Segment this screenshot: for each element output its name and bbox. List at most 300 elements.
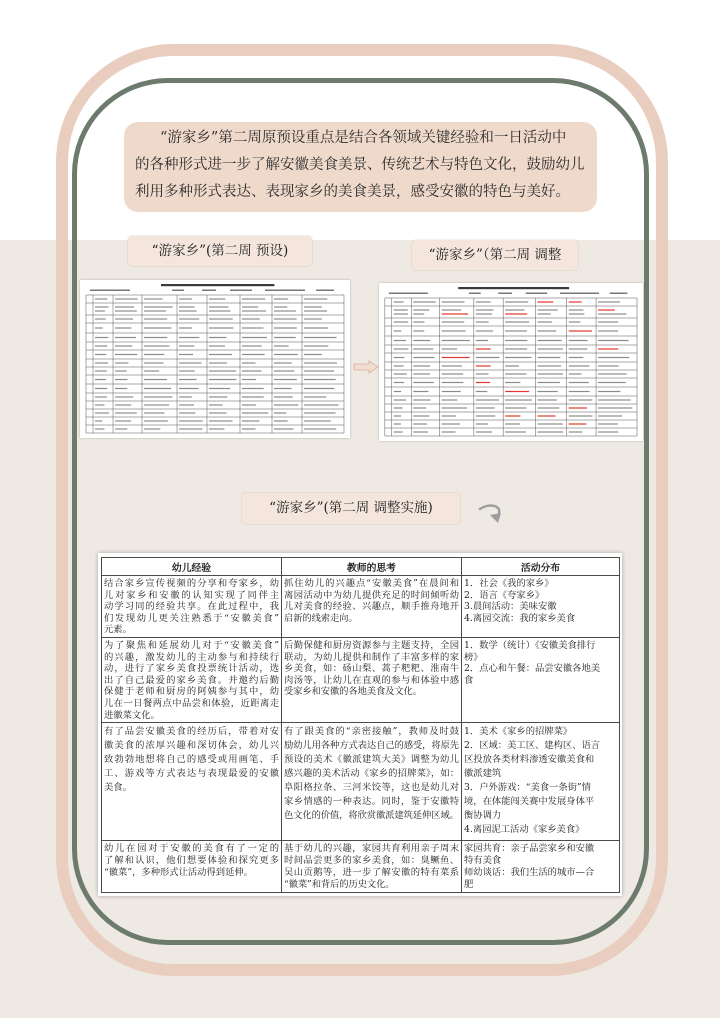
thumb-text-line — [476, 365, 491, 366]
thumb-text-line — [242, 337, 267, 338]
thumb-text-line — [242, 362, 256, 363]
thumb-text-line — [505, 399, 532, 400]
thumb-text-line — [442, 340, 470, 341]
thumb-text-line — [505, 382, 520, 383]
text-line: 美食。 — [104, 782, 132, 793]
thumb-text-line — [598, 348, 618, 349]
thumb-text-line — [413, 340, 430, 341]
thumb-text-line — [394, 348, 409, 349]
thumb-text-line — [505, 301, 528, 302]
thumb-text-line — [569, 423, 587, 424]
thumb-text-line — [304, 396, 326, 397]
thumb-text-line — [179, 345, 194, 346]
thumb-text-line — [442, 399, 458, 400]
text-line: 了解和认识，他们想要体验和探究更多 — [104, 855, 279, 866]
thumb-text-line — [242, 412, 268, 413]
adjusted-plan-image — [379, 283, 643, 441]
thumb-text-line — [598, 309, 615, 310]
thumb-text-line — [144, 379, 167, 380]
thumb-text-line — [242, 379, 256, 380]
thumb-text-line — [95, 310, 105, 311]
thumb-info-line — [316, 290, 334, 292]
thumb-text-line — [413, 431, 428, 432]
thumb-text-line — [476, 415, 495, 416]
thumb-text-line — [537, 391, 557, 392]
text-line: “徽菜”，多种形式让活动得到延伸。 — [104, 867, 253, 878]
thumb-text-line — [537, 309, 557, 310]
thumb-text-line — [394, 330, 402, 331]
thumb-text-line — [274, 318, 297, 319]
thumb-text-line — [505, 340, 527, 341]
thumb-text-line — [413, 348, 433, 349]
text-line: 动学习同的经验共享。在此过程中，我 — [104, 601, 279, 612]
thumb-text-line — [209, 345, 225, 346]
thumb-text-line — [569, 382, 589, 383]
thumb-text-line — [569, 407, 587, 408]
thumb-text-line — [537, 431, 563, 432]
thumb-text-line — [394, 321, 408, 322]
thumb-text-line — [95, 337, 108, 338]
thumb-text-line — [95, 388, 107, 389]
thumb-text-line — [144, 310, 166, 311]
thumb-text-line — [442, 431, 456, 432]
thumb-text-line — [242, 298, 265, 299]
thumb-text-line — [179, 428, 202, 429]
thumb-info-line — [230, 290, 252, 292]
thumb-text-line — [476, 301, 491, 302]
thumb-text-line — [569, 415, 593, 416]
thumb-text-line — [209, 412, 226, 413]
thumb-text-line — [537, 399, 556, 400]
thumb-text-line — [209, 298, 225, 299]
text-line: 受家乡和安徽的各地美食及文化。 — [284, 686, 422, 698]
thumb-text-line — [537, 407, 559, 408]
thumb-info-line — [498, 293, 512, 295]
thumb-text-line — [476, 382, 490, 383]
thumb-title-line — [161, 284, 274, 286]
text-line: 后勤保健和厨房资源参与主题支持，全园 — [284, 640, 459, 651]
thumb-text-line — [442, 391, 461, 392]
thumb-text-line — [537, 348, 562, 349]
text-line: 启新的线索走向。 — [284, 612, 358, 624]
thumb-text-line — [476, 330, 493, 331]
thumb-text-line — [115, 362, 128, 363]
thumb-text-line — [115, 428, 127, 429]
thumb-text-line — [413, 373, 430, 374]
thumb-text-line — [505, 423, 520, 424]
thumb-text-line — [95, 298, 107, 299]
thumb-text-line — [179, 298, 192, 299]
thumb-info-line — [172, 290, 184, 292]
thumb-text-line — [274, 362, 292, 363]
thumb-text-line — [598, 301, 620, 302]
cell-text — [464, 578, 617, 637]
thumb-text-line — [476, 431, 492, 432]
thumb-text-line — [115, 354, 137, 355]
child-experience-cell — [102, 576, 282, 638]
text-line: 离园活动中为幼儿提供充足的时间倾听幼 — [284, 589, 459, 601]
text-line: 儿在一日餐两点中品尝和体验，近距离走 — [104, 697, 279, 709]
thumb-text-line — [442, 373, 464, 374]
thumb-text-line — [115, 337, 136, 338]
thumb-text-line — [95, 318, 106, 319]
thumb-text-line — [115, 345, 132, 346]
thumb-text-line — [209, 388, 230, 389]
text-line: 联动，为幼儿提供和制作了丰富多样的家 — [284, 651, 459, 663]
thumb-text-line — [394, 301, 404, 302]
thumb-text-line — [274, 337, 296, 338]
text-line: 特有美食 — [464, 855, 502, 866]
thumb-text-line — [274, 298, 288, 299]
thumb-text-line — [304, 345, 328, 346]
thumb-text-line — [413, 391, 428, 392]
text-line: 师幼谈话：我们生活的城市—合 — [464, 867, 595, 878]
text-line: 榜》 — [464, 651, 483, 663]
preset-plan-label: “游家乡”(第二周 预设) — [128, 236, 312, 266]
thumb-text-line — [115, 298, 138, 299]
thumb-text-line — [442, 423, 460, 424]
thumb-text-line — [144, 370, 159, 371]
thumb-text-line — [598, 340, 629, 341]
thumb-text-line — [476, 399, 499, 400]
thumb-text-line — [394, 340, 406, 341]
text-line: 肉汤等，让幼儿在直观的参与和体验中感 — [284, 674, 459, 686]
text-line: 4.离园泥工活动《家乡美食》 — [464, 824, 585, 835]
table-header-row — [102, 558, 620, 576]
thumb-info-line — [469, 293, 481, 295]
thumb-text-line — [537, 365, 561, 366]
text-line: “徽菜”和背后的历史文化。 — [284, 879, 395, 890]
thumb-text-line — [394, 407, 403, 408]
text-line: 工、游戏等方式表达与表现最爱的安徽 — [104, 768, 279, 779]
thumb-text-line — [209, 318, 233, 319]
thumb-text-line — [569, 330, 592, 331]
thumb-text-line — [95, 306, 109, 307]
thumb-text-line — [394, 373, 407, 374]
thumb-text-line — [442, 301, 465, 302]
thumb-text-line — [598, 313, 626, 314]
thumb-text-line — [394, 391, 401, 392]
text-line: 抓住幼儿的兴趣点“安徽美食”在晨间和 — [284, 578, 459, 589]
thumb-text-line — [179, 337, 199, 338]
thumb-text-line — [242, 354, 265, 355]
table-row — [102, 841, 620, 893]
text-line: 2．语言《夸家乡》 — [464, 589, 545, 601]
thumb-text-line — [179, 379, 197, 380]
thumb-text-line — [179, 327, 192, 328]
thumb-text-line — [242, 420, 259, 421]
text-line: 徽派建筑 — [464, 768, 502, 779]
thumb-text-line — [209, 404, 223, 405]
preset-plan-image — [80, 280, 350, 438]
thumb-text-line — [242, 310, 266, 311]
table-row — [102, 638, 620, 723]
cell-text — [104, 843, 279, 892]
thumb-text-line — [95, 396, 107, 397]
text-line: 1．社会《我的家乡》 — [464, 578, 554, 589]
thumb-text-line — [179, 412, 195, 413]
thumb-text-line — [476, 340, 488, 341]
thumb-text-line — [95, 345, 107, 346]
table-row — [102, 723, 620, 841]
thumb-text-line — [598, 373, 626, 374]
text-line: 4.离园交流：我的家乡美食 — [464, 612, 576, 624]
thumb-text-line — [274, 345, 289, 346]
thumb-text-line — [242, 318, 260, 319]
thumb-text-line — [442, 365, 462, 366]
thumb-text-line — [537, 423, 562, 424]
thumb-text-line — [413, 407, 426, 408]
activity-distribution-cell — [462, 841, 620, 893]
thumb-text-line — [95, 420, 102, 421]
text-line: 幼儿在园对于安徽的美食有了一定的 — [104, 843, 279, 854]
thumb-text-line — [505, 391, 529, 392]
thumb-text-line — [598, 321, 618, 322]
thumb-text-line — [115, 396, 133, 397]
thumb-text-line — [115, 412, 137, 413]
thumb-text-line — [144, 420, 168, 421]
thumb-info-line — [526, 293, 548, 295]
thumb-text-line — [274, 396, 293, 397]
thumb-text-line — [274, 412, 287, 413]
thumb-text-line — [274, 327, 297, 328]
thumb-text-line — [274, 388, 292, 389]
thumb-text-line — [537, 340, 561, 341]
thumb-text-line — [394, 415, 401, 416]
thumb-text-line — [569, 373, 582, 374]
text-line: 元素。 — [104, 624, 132, 635]
cell-text — [104, 640, 279, 722]
thumb-text-line — [569, 348, 588, 349]
thumb-text-line — [242, 345, 262, 346]
thumb-text-line — [537, 330, 556, 331]
intro-paragraph — [135, 125, 597, 206]
thumb-info-line — [560, 293, 599, 295]
thumb-text-line — [179, 318, 199, 319]
curved-arrow-icon — [476, 502, 508, 526]
thumb-text-line — [537, 373, 563, 374]
thumb-text-line — [115, 379, 128, 380]
thumb-text-line — [95, 379, 106, 380]
thumb-text-line — [209, 396, 227, 397]
thumb-text-line — [442, 382, 464, 383]
thumb-text-line — [115, 310, 137, 311]
text-line: 时间品尝更多的家乡美食，如：臭鳜鱼、 — [284, 855, 459, 866]
implementation-table — [101, 557, 620, 893]
thumb-text-line — [95, 412, 109, 413]
intro-text-box — [124, 122, 597, 212]
header-child-experience: 幼儿经验 — [102, 558, 282, 576]
text-line: 进徽菜文化。 — [104, 709, 160, 721]
thumb-text-line — [505, 321, 529, 322]
thumb-text-line — [476, 373, 489, 374]
text-line: 乡美食，如：砀山梨、蒿子粑粑、淮南牛 — [284, 663, 459, 675]
thumb-text-line — [569, 431, 583, 432]
thumb-text-line — [144, 388, 171, 389]
text-line: 基于幼儿的兴趣，家园共育利用亲子周末 — [284, 843, 459, 854]
thumb-text-line — [179, 310, 197, 311]
thumb-info-line — [610, 293, 628, 295]
text-line: 1．美术《家乡的招牌菜》 — [464, 726, 573, 737]
thumb-text-line — [505, 431, 526, 432]
thumb-text-line — [115, 404, 131, 405]
thumb-text-line — [569, 365, 590, 366]
thumb-text-line — [304, 420, 331, 421]
thumb-text-line — [598, 407, 632, 408]
thumb-text-line — [569, 301, 582, 302]
thumb-text-line — [304, 306, 322, 307]
thumb-text-line — [209, 354, 232, 355]
thumb-text-line — [569, 313, 585, 314]
thumb-text-line — [274, 370, 295, 371]
thumb-text-line — [304, 354, 322, 355]
thumb-text-line — [209, 337, 226, 338]
child-experience-cell — [102, 723, 282, 841]
thumb-text-line — [413, 357, 434, 358]
thumb-text-line — [537, 301, 553, 302]
thumb-text-line — [242, 306, 258, 307]
thumb-text-line — [304, 362, 337, 363]
child-experience-cell — [102, 638, 282, 723]
thumb-text-line — [274, 306, 287, 307]
thumb-title-line — [458, 287, 569, 289]
text-line: 儿对美食的经验、兴趣点，顺手推舟地开 — [284, 601, 459, 612]
thumb-text-line — [144, 412, 164, 413]
thumb-text-line — [95, 354, 106, 355]
thumb-text-line — [569, 340, 588, 341]
thumb-info-line — [202, 290, 216, 292]
child-experience-cell — [102, 841, 282, 893]
text-line: 致勃勃地想将自己的感受或用画笔、手 — [104, 754, 279, 765]
thumb-text-line — [598, 415, 622, 416]
teacher-reflection-cell — [282, 638, 462, 723]
thumb-text-line — [179, 404, 194, 405]
text-line: 3．户外游戏：“美食一条街”情 — [464, 782, 591, 793]
thumb-text-line — [242, 388, 264, 389]
thumb-text-line — [304, 327, 328, 328]
thumb-text-line — [144, 362, 163, 363]
thumb-info-line — [389, 293, 428, 295]
implementation-table-card — [98, 553, 622, 896]
thumb-text-line — [569, 391, 590, 392]
activity-distribution-cell — [462, 638, 620, 723]
activity-distribution-cell — [462, 723, 620, 841]
thumb-text-line — [598, 391, 620, 392]
thumb-text-line — [209, 327, 233, 328]
thumb-text-line — [505, 373, 526, 374]
thumb-text-line — [209, 379, 236, 380]
thumb-text-line — [442, 407, 467, 408]
text-line: 区投放各类材料渗透安徽美食和 — [464, 754, 595, 765]
thumb-text-line — [95, 428, 104, 429]
thumb-text-line — [179, 354, 193, 355]
thumb-text-line — [442, 357, 470, 358]
text-line: 家乡情感的一种表达。同时，鉴于安徽特 — [284, 796, 459, 807]
thumb-text-line — [304, 379, 336, 380]
thumb-text-line — [115, 388, 127, 389]
text-line: 衡协调力 — [464, 810, 502, 821]
thumb-text-line — [442, 321, 465, 322]
thumb-text-line — [569, 309, 584, 310]
thumb-text-line — [242, 327, 264, 328]
cell-text — [464, 640, 617, 722]
thumb-text-line — [413, 321, 424, 322]
teacher-reflection-cell — [282, 576, 462, 638]
thumb-text-line — [179, 362, 201, 363]
text-line: 结合家乡宣传视频的分享和夸家乡，幼 — [104, 578, 279, 589]
text-line: 的兴趣，激发幼儿的主动参与和持续行 — [104, 651, 279, 663]
text-line: 2．点心和午餐：品尝安徽各地美 — [464, 663, 601, 675]
thumb-text-line — [179, 420, 203, 421]
adjusted-plan-thumbnail — [379, 283, 643, 441]
thumb-text-line — [442, 313, 469, 314]
thumb-text-line — [442, 330, 466, 331]
thumb-text-line — [144, 345, 169, 346]
thumb-text-line — [569, 357, 584, 358]
thumb-text-line — [144, 396, 172, 397]
text-line: 为了聚焦和延展幼儿对于“安徽美食” — [104, 640, 279, 651]
thumb-text-line — [115, 318, 133, 319]
thumb-text-line — [209, 370, 236, 371]
thumb-text-line — [598, 365, 618, 366]
thumb-text-line — [144, 306, 173, 307]
thumb-text-line — [413, 365, 430, 366]
thumb-text-line — [476, 309, 494, 310]
thumb-text-line — [304, 337, 337, 338]
thumb-text-line — [242, 370, 261, 371]
thumb-text-line — [537, 415, 555, 416]
cell-text — [284, 725, 459, 840]
thumb-text-line — [209, 306, 228, 307]
thumb-text-line — [115, 370, 127, 371]
thumb-text-line — [274, 379, 297, 380]
thumb-text-line — [115, 306, 134, 307]
thumb-text-line — [304, 412, 336, 413]
thumb-text-line — [179, 370, 195, 371]
thumb-text-line — [115, 327, 131, 328]
activity-distribution-cell — [462, 576, 620, 638]
teacher-reflection-cell — [282, 723, 462, 841]
thumb-text-line — [304, 318, 322, 319]
text-line: 色文化的价值，将欣赏徽派建筑延伸区域。 — [284, 810, 459, 821]
thumb-text-line — [274, 310, 296, 311]
thumb-text-line — [179, 388, 199, 389]
thumb-text-line — [394, 423, 401, 424]
thumb-text-line — [569, 321, 581, 322]
thumb-text-line — [209, 362, 227, 363]
thumb-text-line — [537, 321, 552, 322]
thumb-text-line — [304, 404, 338, 405]
thumb-text-line — [95, 370, 107, 371]
thumb-text-line — [476, 407, 495, 408]
table-row — [102, 576, 620, 638]
thumb-text-line — [476, 313, 492, 314]
thumb-text-line — [209, 420, 233, 421]
cell-text — [104, 578, 279, 637]
thumb-info-line — [265, 290, 305, 292]
thumb-text-line — [476, 348, 491, 349]
right-arrow-icon — [353, 360, 379, 374]
thumb-text-line — [115, 420, 131, 421]
text-line: 境，在体能闯关赛中发展身体平 — [464, 796, 595, 807]
thumb-text-line — [413, 330, 424, 331]
thumb-text-line — [598, 382, 626, 383]
text-line: 有了跟美食的“亲密接触”，教师及时鼓 — [284, 726, 459, 737]
text-line: 预设的美术《徽派建筑大美》调整为幼儿 — [284, 754, 459, 765]
thumb-text-line — [274, 428, 293, 429]
text-line: 感兴趣的美术活动《家乡的招牌菜》，如： — [284, 768, 459, 779]
thumb-text-line — [304, 370, 334, 371]
